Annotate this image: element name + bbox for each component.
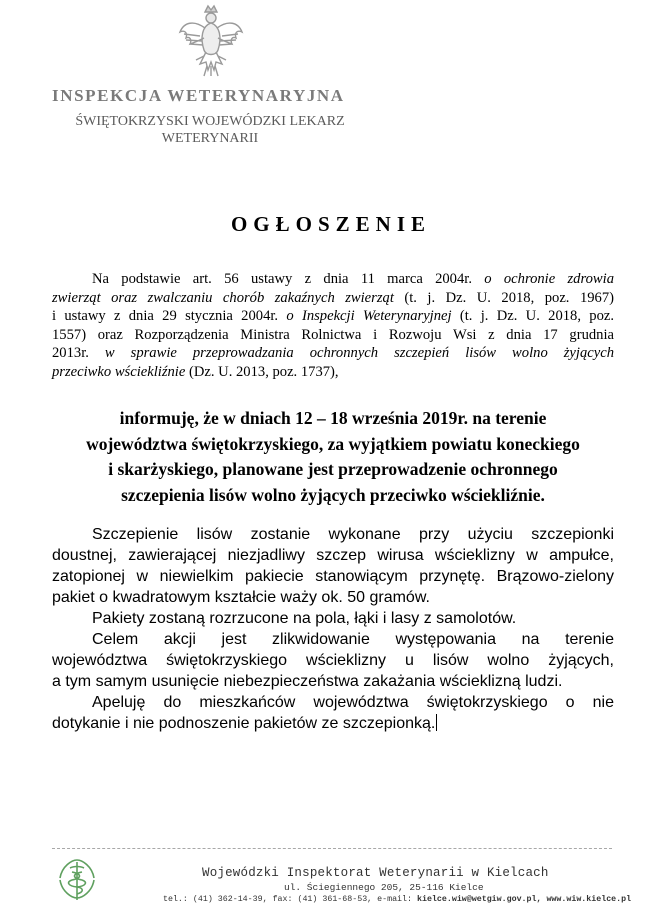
announcement-statement — [52, 406, 614, 508]
intro-run: 2013r. — [52, 345, 105, 361]
intro-italic-run: o Inspekcji Weterynaryjnej — [286, 308, 452, 324]
announcement-body — [52, 524, 614, 734]
intro-line — [52, 363, 614, 382]
intro-italic-run: przeciwko wściekliźnie — [52, 363, 186, 380]
body-line: Szczepienie lisów zostanie wykonane przy użyciu szczepionki — [92, 526, 614, 543]
body-line: pakiet o kwadratowym kształcie waży ok. 50 gramów. — [52, 589, 430, 606]
footer-office-name: Wojewódzki Inspektorat Weterynarii w Kielcach — [202, 866, 549, 880]
statement-line: szczepienia lisów wolno żyjących przeciwko wściekliźnie. — [121, 484, 545, 505]
footer-contacts — [163, 895, 632, 904]
fax-label: fax: — [272, 895, 293, 904]
intro-run: 1557) oraz Rozporządzenia Ministra Rolnictwa i Rozwoju Wsi z dnia 17 grudnia — [52, 326, 614, 343]
body-line: a tym samym usunięcie niebezpieczeństwa zakażania wścieklizną ludzi. — [52, 673, 563, 690]
intro-run: (t. j. Dz. U. 2018, poz. 1967) — [393, 289, 614, 306]
institution-subtitle — [60, 113, 360, 147]
institution-name: INSPEKCJA WETERYNARYJNA — [52, 86, 345, 105]
body-line: województwa świętokrzyskiego wścieklizny u lisów wolno żyjących, — [52, 652, 614, 669]
intro-run: (t. j. Dz. U. 2018, poz. — [451, 308, 615, 324]
caduceus-logo — [52, 854, 102, 904]
body-line-text: dotykanie i nie podnoszenie pakietów ze szczepionką. — [52, 715, 436, 732]
tel-label: tel.: — [163, 895, 188, 904]
body-line: Pakiety zostaną rozrzucone na pola, łąki i lasy z samolotów. — [92, 610, 517, 627]
website-link[interactable]: www.wiw.kielce.pl — [546, 895, 632, 904]
intro-run: i ustawy z dnia 29 stycznia 2004r. — [52, 308, 287, 324]
email-link[interactable]: kielce.wiw@wetgiw.gov.pl, — [416, 895, 542, 904]
body-line: zatopionej w niewielkim pakiecie stanowiącym przynętę. Brązowo-zielony — [52, 568, 614, 585]
body-line: Celem akcji jest zlikwidowanie występowania na terenie — [92, 631, 614, 648]
body-line: Apeluję do mieszkańców województwa świętokrzyskiego o nie — [92, 694, 614, 711]
text-cursor — [436, 714, 437, 731]
intro-line — [52, 270, 614, 289]
intro-run: (Dz. U. 2013, poz. 1737), — [185, 363, 339, 380]
body-line-last — [52, 713, 614, 734]
intro-run: Na podstawie art. 56 ustawy z dnia 11 marca 2004r. — [92, 271, 485, 287]
intro-line — [52, 326, 614, 345]
document-title: OGŁOSZENIE — [230, 212, 432, 236]
email-label: e-mail: — [377, 895, 412, 904]
intro-line — [52, 289, 614, 308]
intro-italic-run: zwierząt oraz zwalczaniu chorób zakaźnych zwierząt — [52, 289, 394, 306]
statement-line: informuję, że w dniach 12 – 18 września 2019r. na terenie — [119, 408, 547, 428]
legal-basis-paragraph — [52, 270, 614, 381]
footer-divider — [52, 848, 612, 849]
fax-number: (41) 361-68-53, — [297, 895, 373, 904]
intro-line — [52, 307, 614, 326]
eagle-emblem — [178, 4, 244, 78]
intro-italic-run: o ochronie zdrowia — [484, 271, 614, 287]
tel-number: (41) 362-14-39, — [192, 895, 268, 904]
subtitle-line: ŚWIĘTOKRZYSKI WOJEWÓDZKI LEKARZ — [75, 114, 345, 129]
statement-line: i skarżyskiego, planowane jest przeprowadzenie ochronnego — [108, 459, 558, 479]
intro-line — [52, 344, 614, 363]
subtitle-line: WETERYNARII — [161, 131, 259, 146]
footer-address: ul. Ściegiennego 205, 25-116 Kielce — [284, 882, 484, 893]
intro-italic-run: w sprawie przeprowadzania ochronnych szczepień lisów wolno żyjących — [104, 345, 614, 361]
body-line: doustnej, zawierającej niezjadliwy szczep wirusa wścieklizny w ampułce, — [52, 547, 614, 564]
statement-line: województwa świętokrzyskiego, za wyjątkiem powiatu koneckiego — [86, 433, 580, 454]
